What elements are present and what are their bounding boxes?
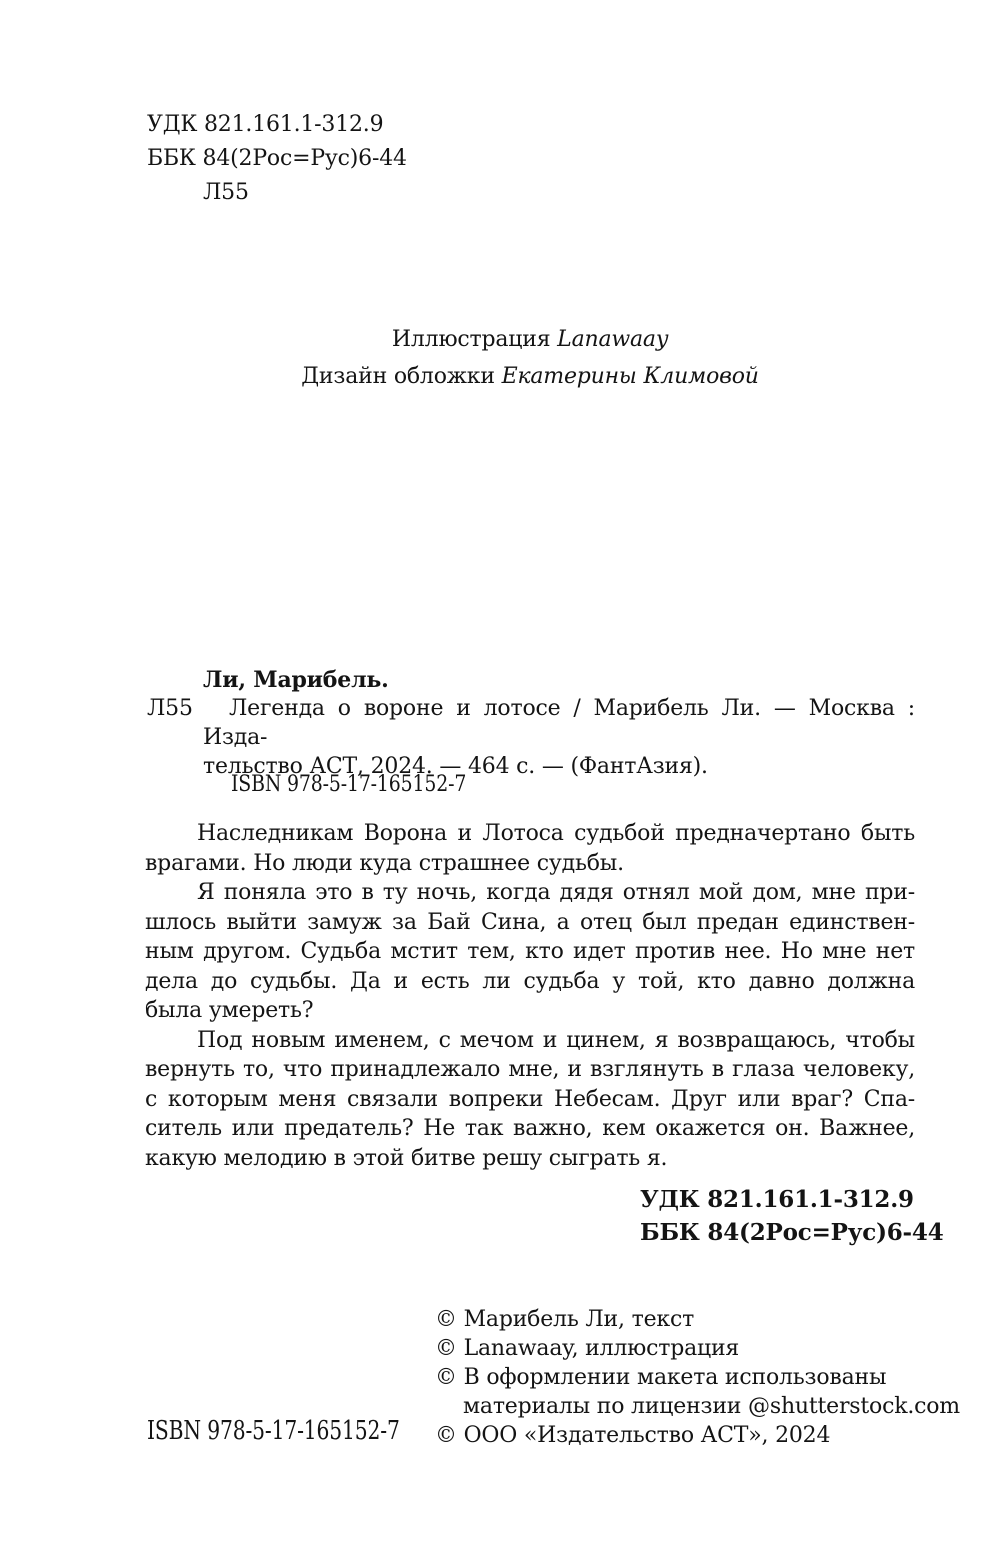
annotation-line: ным другом. Судьба мстит тем, кто идет против нее. Но мне нет (145, 939, 915, 964)
annotation-line: врагами. Но люди куда страшнее судьбы. (145, 850, 624, 876)
record-line: тельство АСТ, 2024. — 464 с. — (ФантАзия). (203, 754, 708, 779)
copyright-block (435, 1305, 960, 1450)
card-author-code: Л55 (147, 696, 193, 721)
cover-designer-name: Екатерины Климовой (501, 364, 759, 389)
illustration-credit-prefix: Иллюстрация (391, 327, 558, 352)
copyright-symbol: © (435, 1336, 464, 1361)
copyright-line (435, 1334, 960, 1363)
copyright-line (435, 1392, 960, 1421)
classification-top-block (147, 108, 407, 210)
copyright-text: материалы по лицензии @shutterstock.com (463, 1394, 960, 1419)
copyright-text: Марибель Ли, текст (463, 1307, 695, 1332)
annotation-line: вернуть то, что принадлежало мне, и взглянуть в глаза человеку, (145, 1057, 915, 1082)
udk-top: УДК 821.161.1-312.9 (147, 112, 384, 137)
copyright-line (435, 1363, 960, 1392)
annotation-line: была умереть? (145, 998, 314, 1023)
annotation-line: Наследникам Ворона и Лотоса судьбой предначертано быть (197, 821, 915, 846)
annotation-line: ситель или предатель? Не так важно, кем окажется он. Важнее, (145, 1116, 915, 1141)
cover-design-credit (145, 358, 915, 395)
isbn-bottom (147, 1417, 471, 1446)
record-line: Легенда о вороне и лотосе / Марибель Ли. — Москва : Изда- (203, 696, 915, 750)
copyright-symbol: © (435, 1307, 464, 1332)
card-author-heading: Ли, Марибель. (203, 667, 389, 693)
illustrator-name: Lanawaay (557, 327, 669, 352)
card-isbn-number: ISBN 978-5-17-165152-7 (231, 772, 467, 797)
cover-credit-prefix: Дизайн обложки (301, 364, 502, 389)
bbk-bottom: ББК 84(2Рос=Рус)6-44 (640, 1219, 944, 1246)
annotation-line: Я поняла это в ту ночь, когда дядя отнял мой дом, мне при- (197, 880, 915, 905)
copyright-text: Lanawaay, иллюстрация (463, 1336, 740, 1361)
card-isbn (231, 770, 504, 799)
bbk-top: ББК 84(2Рос=Рус)6-44 (147, 146, 407, 171)
author-code-top: Л55 (203, 180, 249, 205)
credits-block (145, 321, 915, 395)
udk-bottom: УДК 821.161.1-312.9 (640, 1186, 914, 1213)
annotation-line: с которым меня связали вопреки Небесам. Друг или враг? Спа- (145, 1086, 915, 1112)
copyright-text: ООО «Издательство АСТ», 2024 (463, 1423, 831, 1448)
annotation-line: какую мелодию в этой битве решу сыграть я. (145, 1145, 668, 1171)
isbn-bottom-number: ISBN 978-5-17-165152-7 (147, 1416, 400, 1446)
copyright-symbol: © (435, 1365, 464, 1390)
copyright-text: В оформлении макета использованы (463, 1365, 887, 1390)
card-bibliographic-record (203, 694, 915, 781)
classification-bottom-block (640, 1183, 944, 1249)
illustration-credit (145, 321, 915, 358)
copyright-line (435, 1305, 960, 1334)
annotation-line: дела до судьбы. Да и есть ли судьба у той, кто давно должна (145, 968, 915, 994)
annotation-line: шлось выйти замуж за Бай Сина, а отец был предан единствен- (145, 909, 915, 935)
annotation-line: Под новым именем, с мечом и цинем, я возвращаюсь, чтобы (197, 1027, 915, 1053)
copyright-symbol: © (435, 1423, 464, 1448)
annotation (145, 819, 915, 1173)
copyright-line (435, 1421, 960, 1450)
